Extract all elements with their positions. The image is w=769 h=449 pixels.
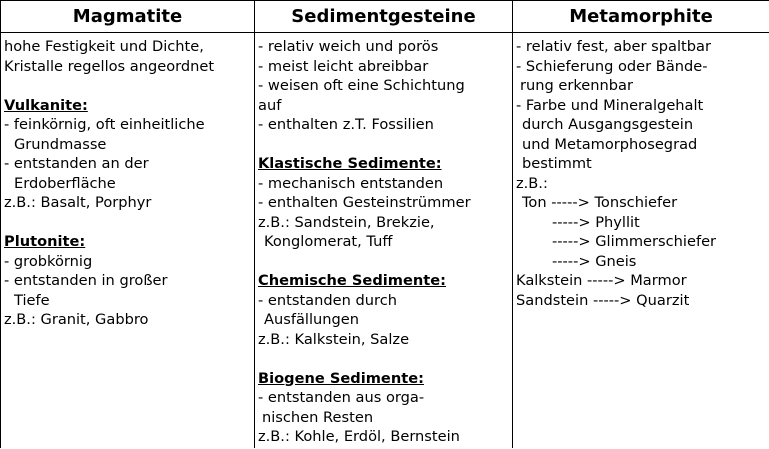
- biogen-line: z.B.: Kohle, Erdöl, Bernstein: [258, 428, 460, 445]
- biogen-line: nischen Resten: [262, 408, 374, 426]
- vulkanite-line: - entstanden an der: [4, 155, 149, 172]
- example-to: Phyllit: [595, 213, 640, 231]
- metamorph-cell: [513, 33, 769, 449]
- magmatite-intro-line: hohe Festigkeit und Dichte,: [4, 38, 204, 55]
- example-arrow: ----->: [552, 252, 591, 270]
- magmatite-intro-line: Kristalle regellos angeordnet: [4, 57, 215, 75]
- vulkanite-line: - feinkörnig, oft einheitliche: [4, 116, 205, 133]
- klastisch-line: Konglomerat, Tuff: [264, 233, 393, 250]
- metamorph-line: durch Ausgangsgestein: [522, 116, 694, 133]
- magmatite-cell: [1, 33, 255, 449]
- header-metamorphite: Metamorphite: [513, 1, 769, 33]
- sediment-cell: [255, 33, 513, 449]
- example-from: Ton: [522, 194, 547, 211]
- example-arrow: ----->: [551, 194, 590, 211]
- klastisch-line: - enthalten Gesteinstrümmer: [258, 194, 471, 211]
- biogen-heading: Biogene Sedimente:: [258, 369, 424, 387]
- example-row: [516, 193, 766, 213]
- header-sedimentgesteine: Sedimentgesteine: [255, 1, 513, 33]
- plutonite-line: - entstanden in großer: [4, 272, 168, 289]
- chemisch-line: - entstanden durch: [258, 291, 397, 309]
- content-row: [1, 33, 769, 449]
- plutonite-line: Tiefe: [14, 291, 50, 309]
- vulkanite-example: z.B.: Basalt, Porphyr: [4, 194, 152, 211]
- example-row: [516, 271, 766, 291]
- plutonite-example: z.B.: Granit, Gabbro: [4, 311, 149, 328]
- klastisch-line: - mechanisch entstanden: [258, 174, 444, 192]
- metamorph-example-label: z.B.:: [516, 174, 548, 192]
- sediment-intro-line: - weisen oft eine Schichtung: [258, 77, 465, 94]
- example-arrow: ----->: [592, 291, 632, 309]
- header-row: [1, 1, 769, 33]
- metamorph-line: - relativ fest, aber spaltbar: [516, 38, 711, 55]
- example-arrow: ----->: [552, 233, 591, 250]
- plutonite-heading: Plutonite:: [4, 233, 86, 250]
- example-to: Glimmerschiefer: [595, 233, 717, 250]
- metamorph-line: bestimmt: [522, 155, 592, 172]
- sediment-intro-line: - relativ weich und porös: [258, 38, 439, 55]
- example-row: [516, 252, 766, 272]
- sediment-intro-line: - meist leicht abreibbar: [258, 57, 429, 75]
- chemisch-line: Ausfällungen: [264, 311, 360, 328]
- example-to: Quarzit: [636, 291, 690, 309]
- chemisch-line: z.B.: Kalkstein, Salze: [258, 330, 410, 348]
- example-from: Kalkstein: [516, 272, 583, 289]
- metamorph-line: - Schieferung oder Bände-: [516, 57, 708, 75]
- metamorph-line: rung erkennbar: [520, 77, 633, 94]
- chemisch-heading: Chemische Sedimente:: [258, 272, 446, 289]
- example-to: Gneis: [595, 252, 637, 270]
- example-arrow: ----->: [587, 272, 626, 289]
- example-row: [516, 232, 766, 252]
- example-to: Tonschiefer: [594, 194, 678, 211]
- biogen-line: - entstanden aus orga-: [258, 389, 425, 406]
- vulkanite-line: Grundmasse: [14, 135, 107, 153]
- sediment-intro-line: - enthalten z.T. Fossilien: [258, 116, 434, 133]
- example-to: Marmor: [630, 272, 687, 289]
- vulkanite-line: Erdoberfläche: [14, 174, 116, 192]
- vulkanite-heading: Vulkanite:: [4, 96, 88, 114]
- example-row: [516, 213, 766, 233]
- example-arrow: ----->: [552, 213, 591, 231]
- metamorph-line: und Metamorphosegrad: [522, 135, 698, 153]
- klastisch-heading: Klastische Sedimente:: [258, 155, 442, 172]
- plutonite-line: - grobkörnig: [4, 252, 93, 270]
- example-from: Sandstein: [516, 291, 589, 309]
- example-row: [516, 291, 766, 311]
- klastisch-line: z.B.: Sandstein, Brekzie,: [258, 213, 435, 231]
- sediment-intro-line: auf: [258, 96, 282, 114]
- metamorph-line: - Farbe und Mineralgehalt: [516, 96, 704, 114]
- header-magmatite: Magmatite: [1, 1, 255, 33]
